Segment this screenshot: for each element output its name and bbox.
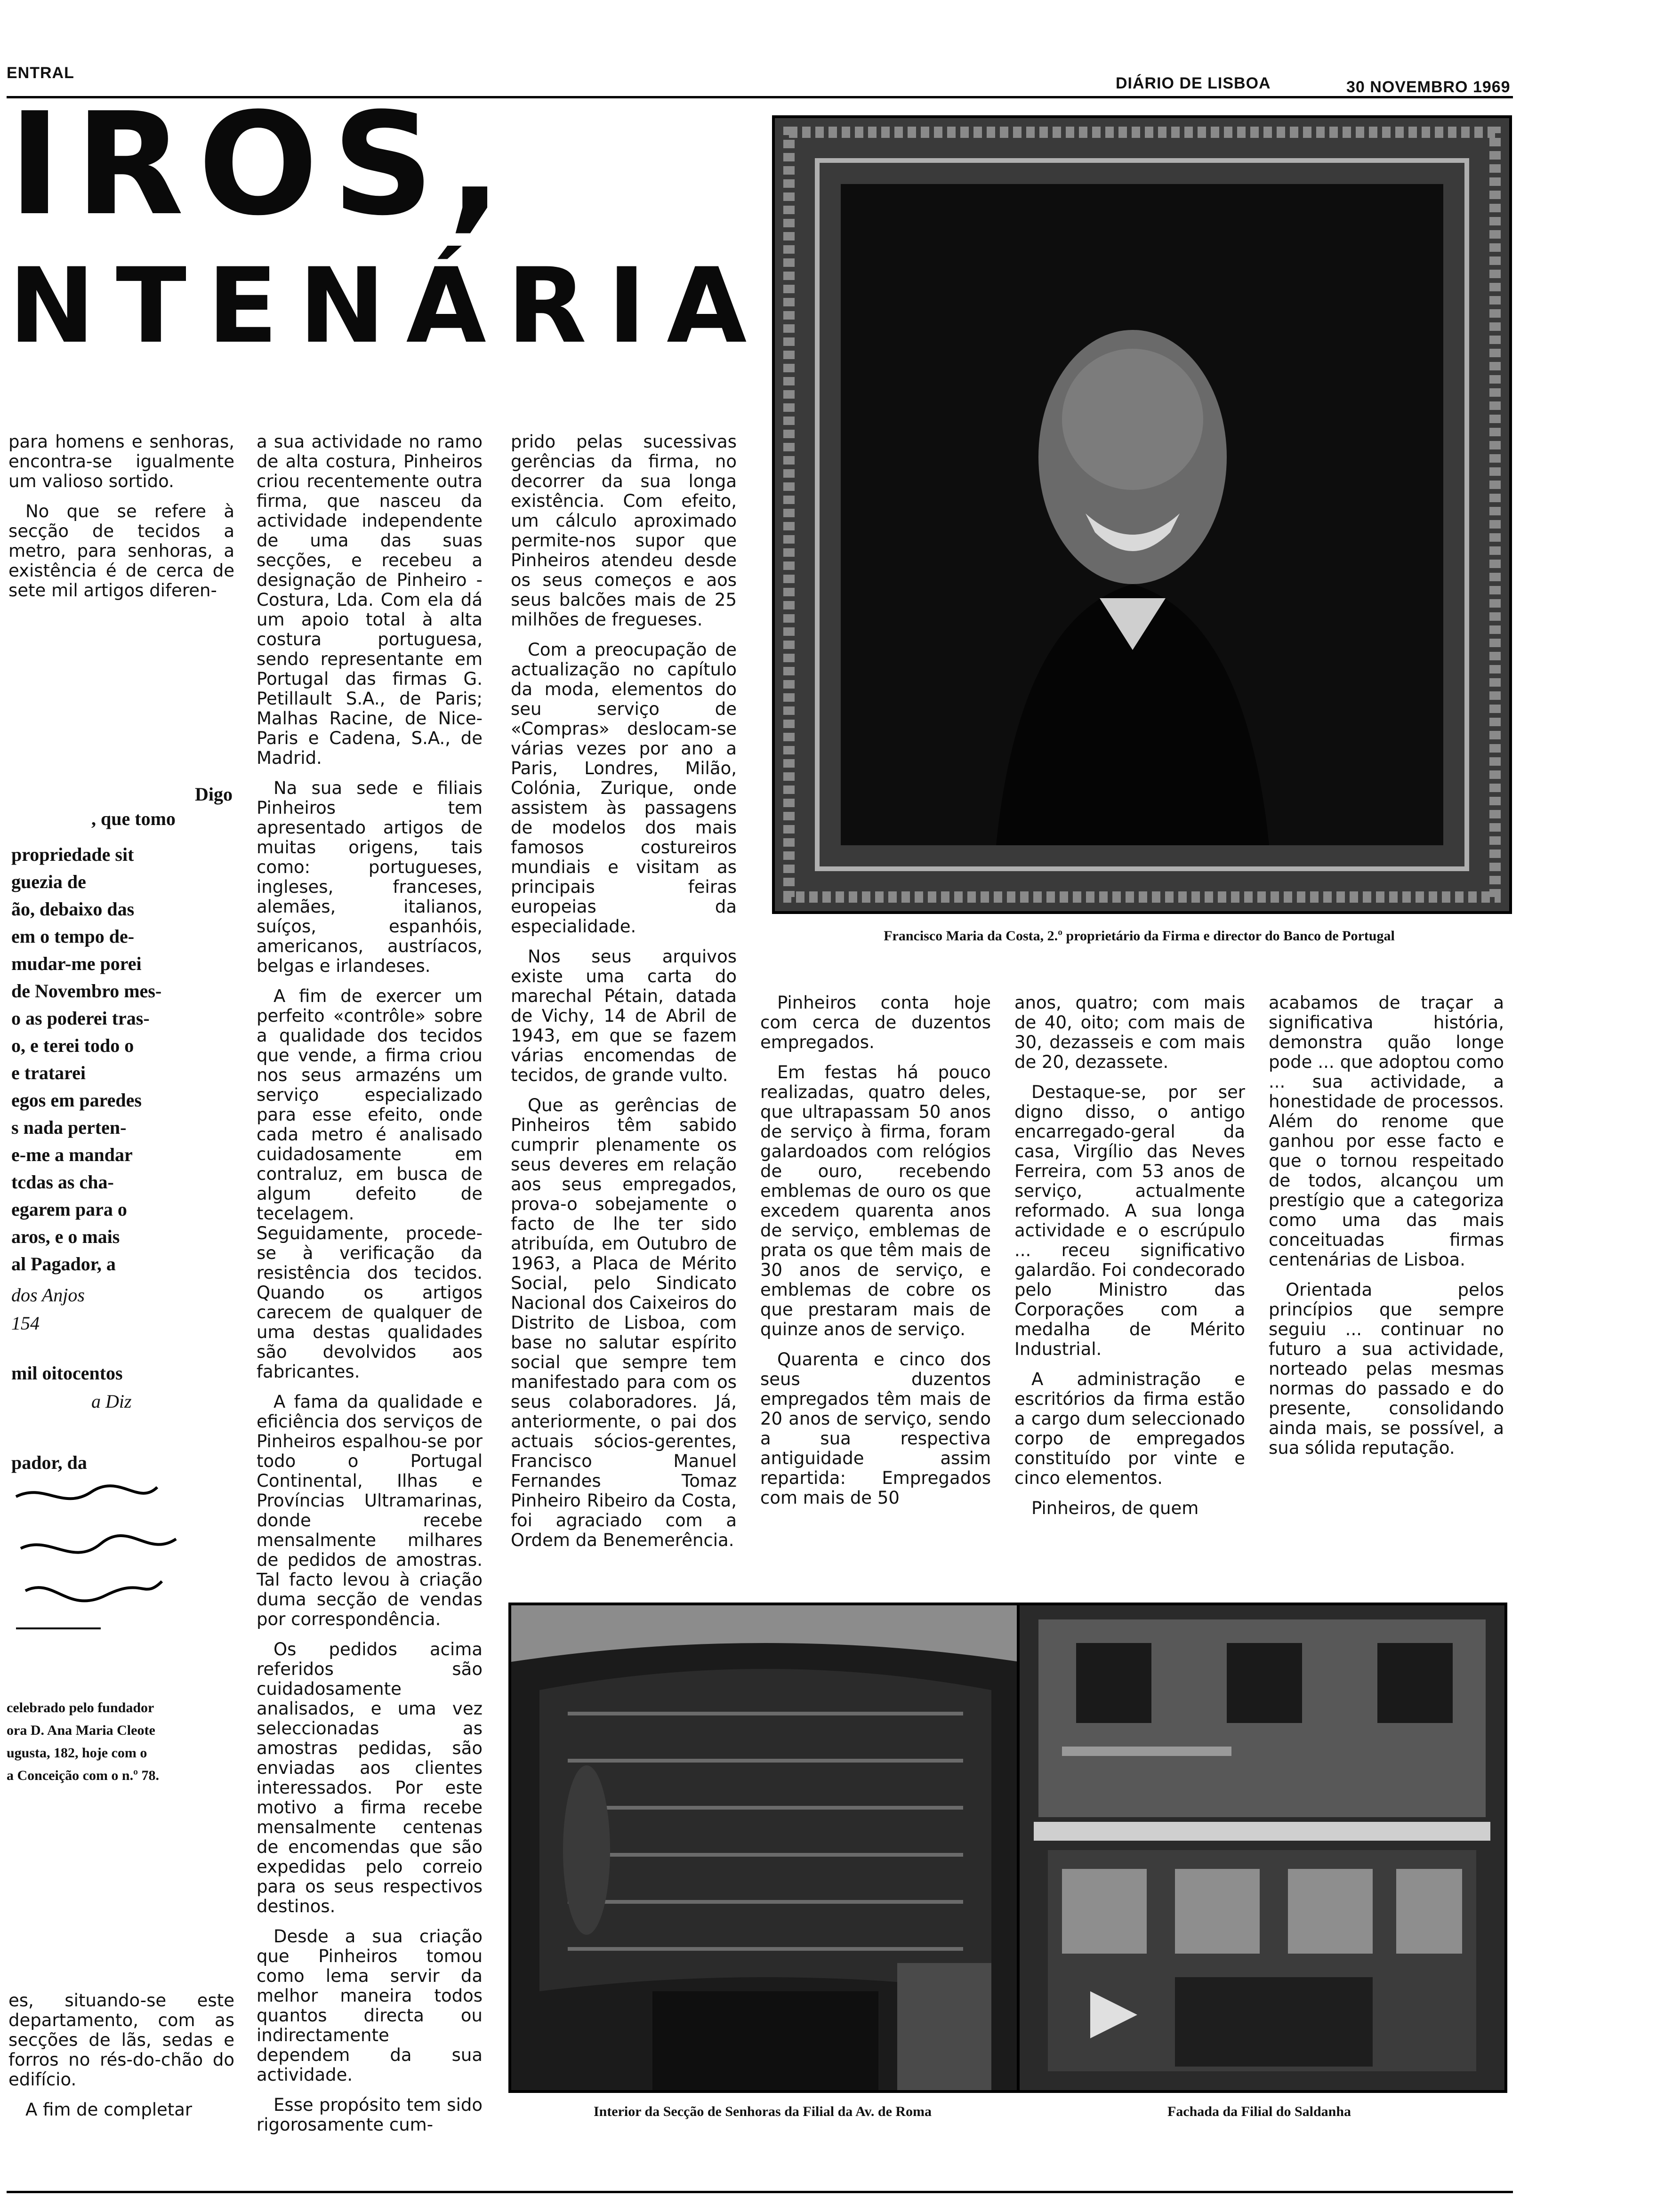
- newspaper-name: DIÁRIO DE LISBOA: [1116, 74, 1271, 92]
- document-line: Digo: [195, 784, 233, 805]
- paragraph: Os pedidos acima referidos são cuidadosamente analisados, e uma vez seleccionadas as amostras pedidas, são enviadas aos clientes interessados. Por este motivo a firma recebe mensalmente centenas de encomendas que são expedidas pelo correio para os seus respectivos destinos.: [257, 1639, 483, 1916]
- document-line: 154: [11, 1313, 40, 1334]
- portrait-photo: [772, 115, 1512, 914]
- paragraph: prido pelas sucessivas gerências da firma, no decorrer da sua longa existência. Com efeito, um cálculo aproximado permite-nos supor que Pinheiros atendeu desde os seus começos e aos seus balcões mais de 25 milhões de fregueses.: [511, 432, 737, 630]
- portrait-caption: Francisco Maria da Costa, 2.º proprietário da Firma e director do Banco de Portugal: [884, 928, 1395, 944]
- document-caption: [7, 1697, 233, 1787]
- column-5: [1014, 993, 1245, 1529]
- document-line: o, e terei todo o: [11, 1035, 134, 1056]
- document-line: mudar-me porei: [11, 953, 142, 974]
- page-bottom-rule: [7, 2191, 1513, 2193]
- paragraph: es, situando-se este departamento, com as secções de lãs, sedas e forros no rés-do-chão do edifício.: [8, 1990, 234, 2090]
- document-line: de Novembro mes-: [11, 980, 162, 1002]
- document-line: em o tempo de-: [11, 926, 135, 947]
- document-line: e tratarei: [11, 1062, 86, 1083]
- document-line: , que tomo: [91, 808, 176, 829]
- paragraph: Pinheiros conta hoje com cerca de duzentos empregados.: [760, 993, 991, 1052]
- paragraph: No que se refere à secção de tecidos a metro, para senhoras, a existência é de cerca de sete mil artigos diferen-: [8, 501, 234, 601]
- paragraph: Pinheiros, de quem: [1031, 1498, 1199, 1518]
- document-line: guezia de: [11, 871, 86, 892]
- paragraph: acabamos de traçar a significativa história, demonstra quão longe pode ... que adoptou como ... sua actividade, a honestidade de processos. Além do renome que ganhou por esse facto e que o tornou respeitado de todos, alcançou um prestígio que a categoriza como uma das mais conceituadas firmas centenárias de Lisboa.: [1269, 993, 1504, 1270]
- facade-photo: [1017, 1603, 1507, 2093]
- paragraph: Com a preocupação de actualização no capítulo da moda, elementos do seu serviço de «Compras» deslocam-se várias vezes por ano a Paris, Londres, Milão, Colónia, Zurique, onde assistem às passagens de modelos dos mais famosos costureiros mundiais e visitam as principais feiras europeias da especialidade.: [511, 640, 737, 937]
- document-line: egos em paredes: [11, 1090, 142, 1111]
- paragraph: Nos seus arquivos existe uma carta do marechal Pétain, datada de Vichy, 14 de Abril de 1943, em que se fazem várias encomendas de tecidos, de grande vulto.: [511, 946, 737, 1085]
- column-4: [760, 993, 991, 1518]
- interior-caption: Interior da Secção de Senhoras da Filial da Av. de Roma: [593, 2104, 932, 2119]
- column-6: [1269, 993, 1504, 1468]
- paragraph: Desde a sua criação que Pinheiros tomou como lema servir da melhor maneira todos quantos directa ou indirectamente dependem da sua actividade.: [257, 1926, 483, 2085]
- paragraph: Que as gerências de Pinheiros têm sabido cumprir plenamente os seus deveres em relação aos seus empregados, prova-o sobejamente o facto de lhe ter sido atribuída, em Outubro de 1963, a Placa de Mérito Social, pelo Sindicato Nacional dos Caixeiros do Distrito de Lisboa, com base no salutar espírito social que sempre tem manifestado para com os seus colaboradores. Já, anteriormente, o pai dos actuais sócios-gerentes, Francisco Manuel Fernandes Tomaz Pinheiro Ribeiro da Costa, foi agraciado com a Ordem da Benemerência.: [511, 1095, 737, 1550]
- document-line: tcdas as cha-: [11, 1171, 114, 1193]
- paragraph: A fim de exercer um perfeito «contrôle» sobre a qualidade dos tecidos que vende, a firma criou nos seus armazéns um serviço especializado para esse efeito, onde cada metro é analisado cuidadosamente em contraluz, em busca de algum defeito de tecelagem. Seguidamente, procede-se à verificação da resistência dos tecidos. Quando os artigos carecem de qualquer de uma destas qualidades são devolvidos aos fabricantes.: [257, 986, 483, 1382]
- paragraph: A administração e escritórios da firma estão a cargo dum seleccionado corpo de empregados constituído por vinte e cinco elementos.: [1014, 1369, 1245, 1488]
- paragraph: Destaque-se, por ser digno disso, o antigo encarregado-geral da casa, Virgílio das Neves Ferreira, com 53 anos de serviço, actualmente reformado. A sua longa actividade e o escrúpulo ... receu significativo galardão. Foi condecorado pelo Ministro das Corporações com a medalha de Mérito Industrial.: [1014, 1082, 1245, 1359]
- document-line: aros, e o mais: [11, 1226, 120, 1247]
- paragraph: Orientada pelos princípios que sempre seguiu ... continuar no futuro a sua actividade, norteado pelas mesmas normas do passado e do presente, consolidando ainda mais, se possível, a sua sólida reputação.: [1269, 1280, 1504, 1458]
- column-3: [511, 432, 737, 1561]
- document-line: ão, debaixo das: [11, 898, 135, 920]
- store-interior-photo-icon: [511, 1605, 1020, 2090]
- paragraph: anos, quatro; com mais de 40, oito; com mais de 30, dezasseis e com mais de 20, dezassete.: [1014, 993, 1245, 1072]
- issue-date: 30 NOVEMBRO 1969: [1346, 78, 1511, 96]
- interior-photo: [508, 1603, 1022, 2093]
- historical-document: [7, 781, 237, 1638]
- paragraph: Esse propósito tem sido rigorosamente cum-: [257, 2095, 483, 2135]
- column-2: [257, 432, 483, 2145]
- caption-line: celebrado pelo fundador: [7, 1700, 154, 1715]
- storefront-photo-icon: [1020, 1605, 1504, 2090]
- facade-caption: Fachada da Filial do Saldanha: [1167, 2104, 1351, 2119]
- document-line: s nada perten-: [11, 1117, 127, 1138]
- document-line: o as poderei tras-: [11, 1008, 150, 1029]
- column-1-bottom: [8, 1991, 234, 2130]
- document-line: mil oitocentos: [11, 1362, 123, 1384]
- headline-line1: IROS,: [8, 82, 516, 247]
- caption-line: a Conceição com o n.º 78.: [7, 1768, 160, 1783]
- paragraph: Em festas há pouco realizadas, quatro deles, que ultrapassam 50 anos de serviço à firma, foram galardoados com relógios de ouro, recebendo emblemas de ouro os que excedem quarenta anos de serviço, emblemas de prata os que têm mais de 30 anos de serviço, e emblemas de cobre os que prestaram mais de quinze anos de serviço.: [760, 1062, 991, 1339]
- document-line: propriedade sit: [11, 844, 134, 865]
- caption-line: ugusta, 182, hoje com o: [7, 1745, 147, 1761]
- caption-line: ora D. Ana Maria Cleote: [7, 1723, 155, 1738]
- column-1-top: [8, 432, 234, 611]
- paragraph: para homens e senhoras, encontra-se igualmente um valioso sortido.: [8, 432, 234, 491]
- paragraph: Na sua sede e filiais Pinheiros tem apresentado artigos de muitas origens, tais como: portugueses, ingleses, franceses, alemães, italianos, suíços, espanhóis, americanos, austríacos, belgas e irlandeses.: [257, 778, 483, 976]
- signature-scrawl: [7, 1478, 233, 1638]
- portrait-photo-icon: [775, 118, 1509, 911]
- document-line: e-me a mandar: [11, 1144, 133, 1165]
- paragraph: A fama da qualidade e eficiência dos serviços de Pinheiros espalhou-se por todo o Portugal Continental, Ilhas e Províncias Ultramarinas, donde recebe mensalmente milhares de pedidos de amostras. Tal facto levou à criação duma secção de vendas por correspondência.: [257, 1392, 483, 1629]
- document-line: pador, da: [11, 1452, 87, 1473]
- document-line: a Diz: [91, 1391, 132, 1412]
- document-line: egarem para o: [11, 1199, 127, 1220]
- document-line: al Pagador, a: [11, 1253, 116, 1274]
- section-label: ENTRAL: [7, 64, 74, 82]
- document-line: dos Anjos: [11, 1284, 85, 1306]
- paragraph: a sua actividade no ramo de alta costura, Pinheiros criou recentemente outra firma, que nasceu da actividade independente de uma das suas secções, e recebeu a designação de Pinheiro - Costura, Lda. Com ela dá um apoio total à alta costura portuguesa, sendo representante em Portugal das firmas G. Petillault S.A., de Paris; Malhas Racine, de Nice-Paris e Cadena, S.A., de Madrid.: [257, 432, 483, 768]
- paragraph: Quarenta e cinco dos seus duzentos empregados têm mais de 20 anos de serviço, sendo a sua respectiva antiguidade assim repartida: Empregados com mais de 50: [760, 1349, 991, 1508]
- paragraph: A fim de completar: [25, 2100, 193, 2120]
- headline-line2: NTENÁRIA: [8, 246, 768, 366]
